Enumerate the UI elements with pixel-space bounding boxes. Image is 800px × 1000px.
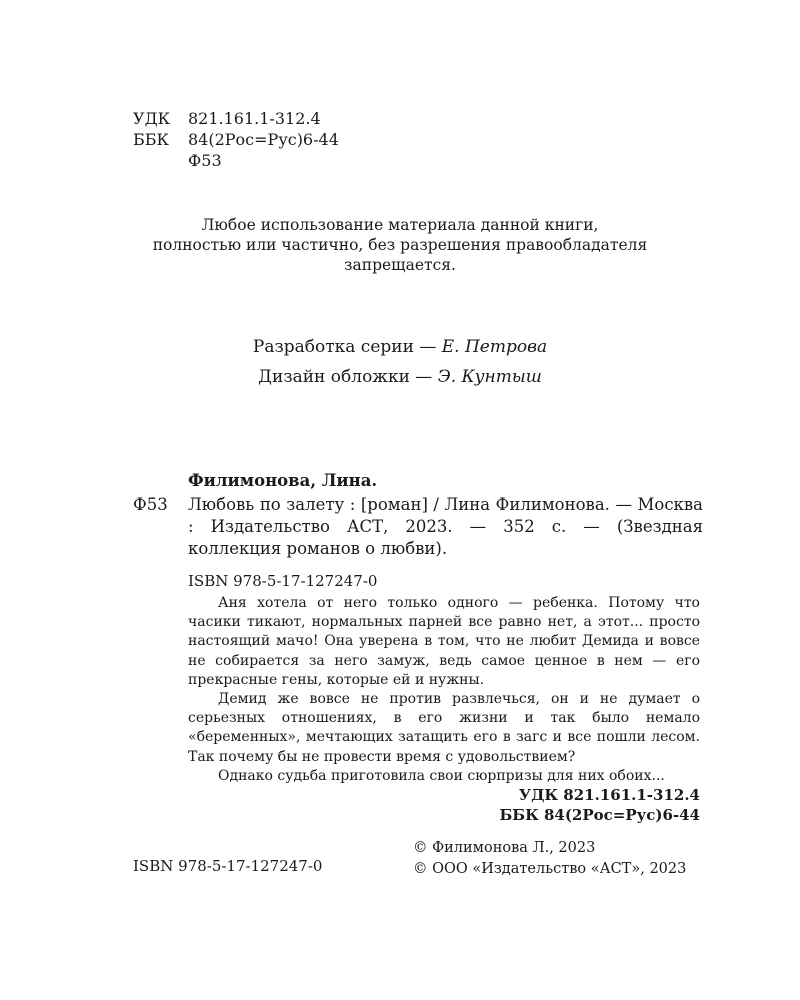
credit-cover-role: Дизайн обложки —: [258, 367, 438, 387]
udk-value: 821.161.1-312.4: [188, 109, 321, 128]
bibliographic-record: [133, 470, 703, 592]
credits: [100, 332, 700, 392]
notice-line-2: полностью или частично, без разрешения правообладателя: [152, 236, 648, 254]
bbk-label: ББК: [133, 130, 169, 149]
bbk-value: 84(2Рос=Рус)6-44: [188, 130, 339, 149]
biblio-entry: [133, 494, 703, 560]
annotation: [188, 594, 700, 786]
copyrights: [413, 838, 686, 880]
notice-line-1: Любое использование материала данной книги,: [201, 216, 599, 234]
credit-series-name: Е. Петрова: [441, 337, 548, 357]
catalog-codes: [133, 108, 339, 171]
udk-label: УДК: [133, 109, 170, 128]
credit-cover-name: Э. Кунтыш: [437, 367, 542, 387]
classification-bbk: ББК 84(2Рос=Рус)6-44: [499, 806, 700, 824]
copyright-publisher: © ООО «Издательство «АСТ», 2023: [413, 861, 687, 877]
credit-cover: [100, 362, 700, 392]
author-sign-row: [133, 150, 339, 171]
annotation-paragraph-2: Демид же вовсе не против развлечься, он и не думает о серьезных отношениях, в его жизни и так было немало «беременных», мечтающих затащить его в загс и все пошли лесом. Так почему бы не провести время с удовольствием?: [188, 691, 700, 765]
annotation-paragraph-1: Аня хотела от него только одного — ребенка. Потому что часики тикают, нормальных парней все равно нет, а этот... просто настоящий мачо! Она уверена в том, что не любит Демида и вовсе не собирается за него замуж, ведь самое ценное в нем — его прекрасные гены, которые ей и нужны.: [188, 595, 700, 688]
bottom-isbn: ISBN 978-5-17-127247-0: [133, 857, 323, 875]
copyright-author: © Филимонова Л., 2023: [413, 840, 596, 856]
author-sign: Ф53: [188, 151, 222, 170]
udk-row: [133, 108, 339, 129]
credit-series: [100, 332, 700, 362]
annotation-paragraph-3: Однако судьба приготовила свои сюрпризы для них обоих...: [218, 767, 665, 784]
bbk-row: [133, 129, 339, 150]
notice-line-3: запрещается.: [344, 256, 456, 274]
classification-codes: [499, 785, 700, 825]
biblio-author: Филимонова, Лина.: [188, 471, 378, 490]
biblio-isbn: ISBN 978-5-17-127247-0: [188, 572, 378, 590]
classification-udk: УДК 821.161.1-312.4: [518, 786, 700, 804]
biblio-author-sign: Ф53: [133, 495, 168, 514]
biblio-description: Любовь по залету : [роман] / Лина Филимонова. — Москва : Издательство АСТ, 2023. — 352 с. — (Звездная коллекция романов о любви).: [188, 495, 703, 558]
copyright-notice: [100, 215, 700, 275]
credit-series-role: Разработка серии —: [252, 337, 442, 357]
